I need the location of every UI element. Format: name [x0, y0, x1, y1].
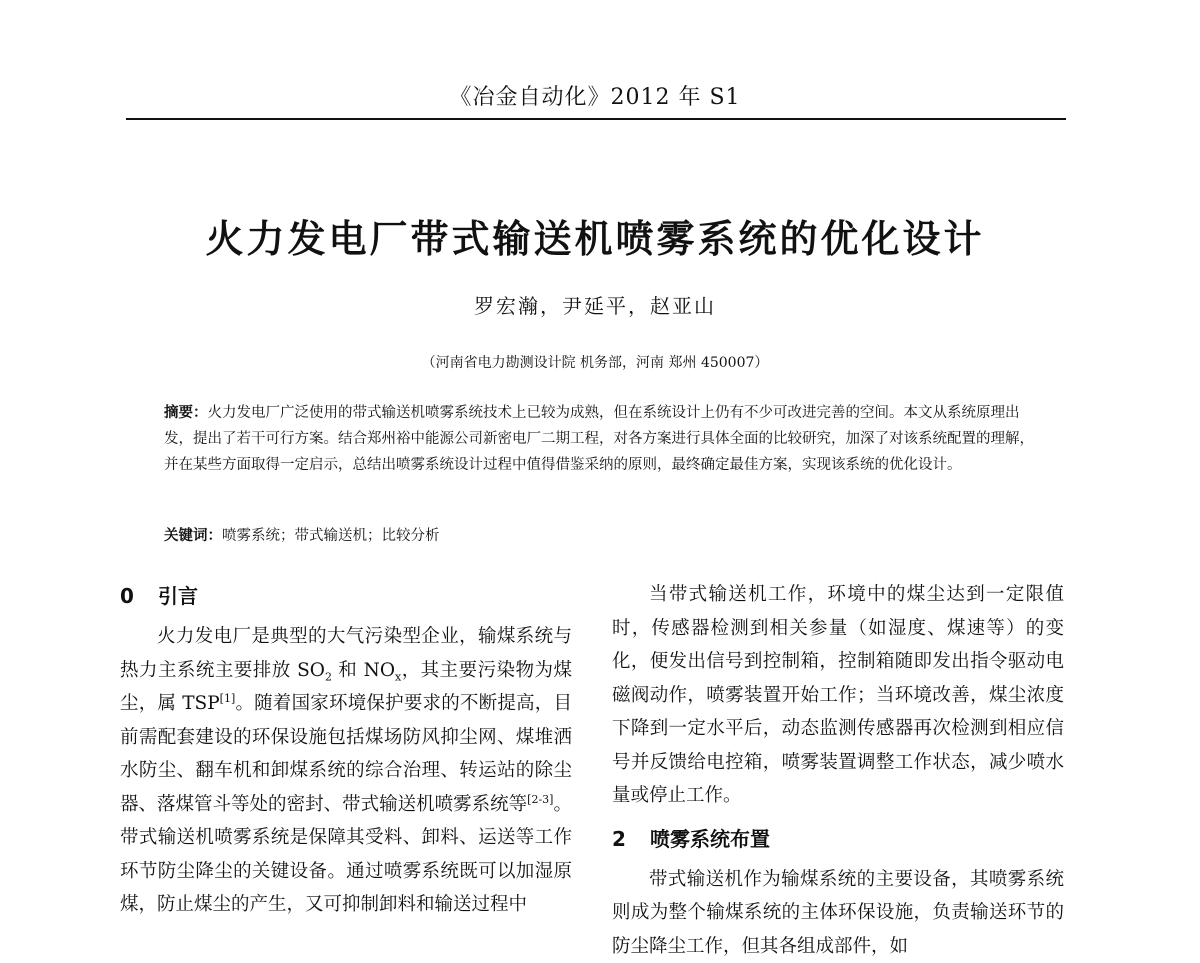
so2-subscript: 2 — [325, 670, 332, 683]
intro-text-3: ，其主要污染物为煤尘，属 TSP — [120, 660, 572, 715]
abstract-text: 火力发电厂广泛使用的带式输送机喷雾系统技术上已较为成熟，但在系统设计上仍有不少可改进完善的空间。本文从系统原理出发，提出了若干可行方案。结合郑州裕中能源公司新密电厂二期工程，对各方案进行具体全面的比较研究，加深了对该系统配置的理解，并在某些方面取得一定启示，总结出喷雾系统设计过程中值得借鉴采纳的原则，最终确定最佳方案，实现该系统的优化设计。 — [164, 405, 1034, 473]
intro-text-2: 和 NO — [332, 660, 395, 681]
affiliation: （河南省电力勘测设计院 机务部，河南 郑州 450007） — [0, 352, 1190, 372]
citation-1: [1] — [220, 692, 236, 705]
keywords-text: 喷雾系统；带式输送机；比较分析 — [222, 528, 440, 544]
intro-text-1: 火力发电厂是典型的大气污染型企业，输煤系统与热力主系统主要排放 SO — [120, 626, 572, 681]
abstract-label: 摘要： — [164, 404, 208, 421]
section-heading-intro — [120, 578, 572, 614]
citation-2-3: [2-3] — [527, 792, 553, 805]
section-number: 0 — [120, 578, 158, 614]
authors: 罗宏瀚，尹延平，赵亚山 — [0, 290, 1190, 319]
right-column — [612, 578, 1064, 963]
section-title: 喷雾系统布置 — [650, 827, 770, 851]
section-title: 引言 — [158, 584, 198, 608]
working-principle-paragraph: 当带式输送机工作，环境中的煤尘达到一定限值时，传感器检测到相关参量（如湿度、煤速等）的变化，便发出信号到控制箱，控制箱随即发出指令驱动电磁阀动作，喷雾装置开始工作；当环境改善，煤尘浓度下降到一定水平后，动态监测传感器再次检测到相应信号并反馈给电控箱，喷雾装置调整工作状态，减少喷水量或停止工作。 — [612, 578, 1064, 813]
intro-paragraph — [120, 620, 572, 922]
section-heading-spray-layout — [612, 821, 1064, 857]
journal-header: 《冶金自动化》2012 年 S1 — [0, 80, 1190, 111]
abstract — [164, 400, 1044, 478]
keywords — [164, 524, 1044, 545]
paper-title: 火力发电厂带式输送机喷雾系统的优化设计 — [0, 208, 1190, 263]
spray-layout-paragraph: 带式输送机作为输煤系统的主要设备，其喷雾系统则成为整个输煤系统的主体环保设施，负责输送环节的防尘降尘工作，但其各组成部件，如 — [612, 863, 1064, 963]
intro-text-4: 。随着国家环境保护要求的不断提高，目前需配套建设的环保设施包括煤场防风抑尘网、煤堆洒水防尘、翻车机和卸煤系统的综合治理、转运站的除尘器、落煤管斗等处的密封、带式输送机喷雾系统等 — [120, 693, 572, 815]
intro-text-5: 。带式输送机喷雾系统是保障其受料、卸料、运送等工作环节防尘降尘的关键设备。通过喷雾系统既可以加湿原煤，防止煤尘的产生，又可抑制卸料和输送过程中 — [120, 794, 572, 916]
header-rule — [126, 118, 1066, 120]
section-number: 2 — [612, 821, 650, 857]
keywords-label: 关键词： — [164, 527, 222, 544]
left-column — [120, 578, 572, 922]
nox-subscript: x — [395, 670, 401, 683]
